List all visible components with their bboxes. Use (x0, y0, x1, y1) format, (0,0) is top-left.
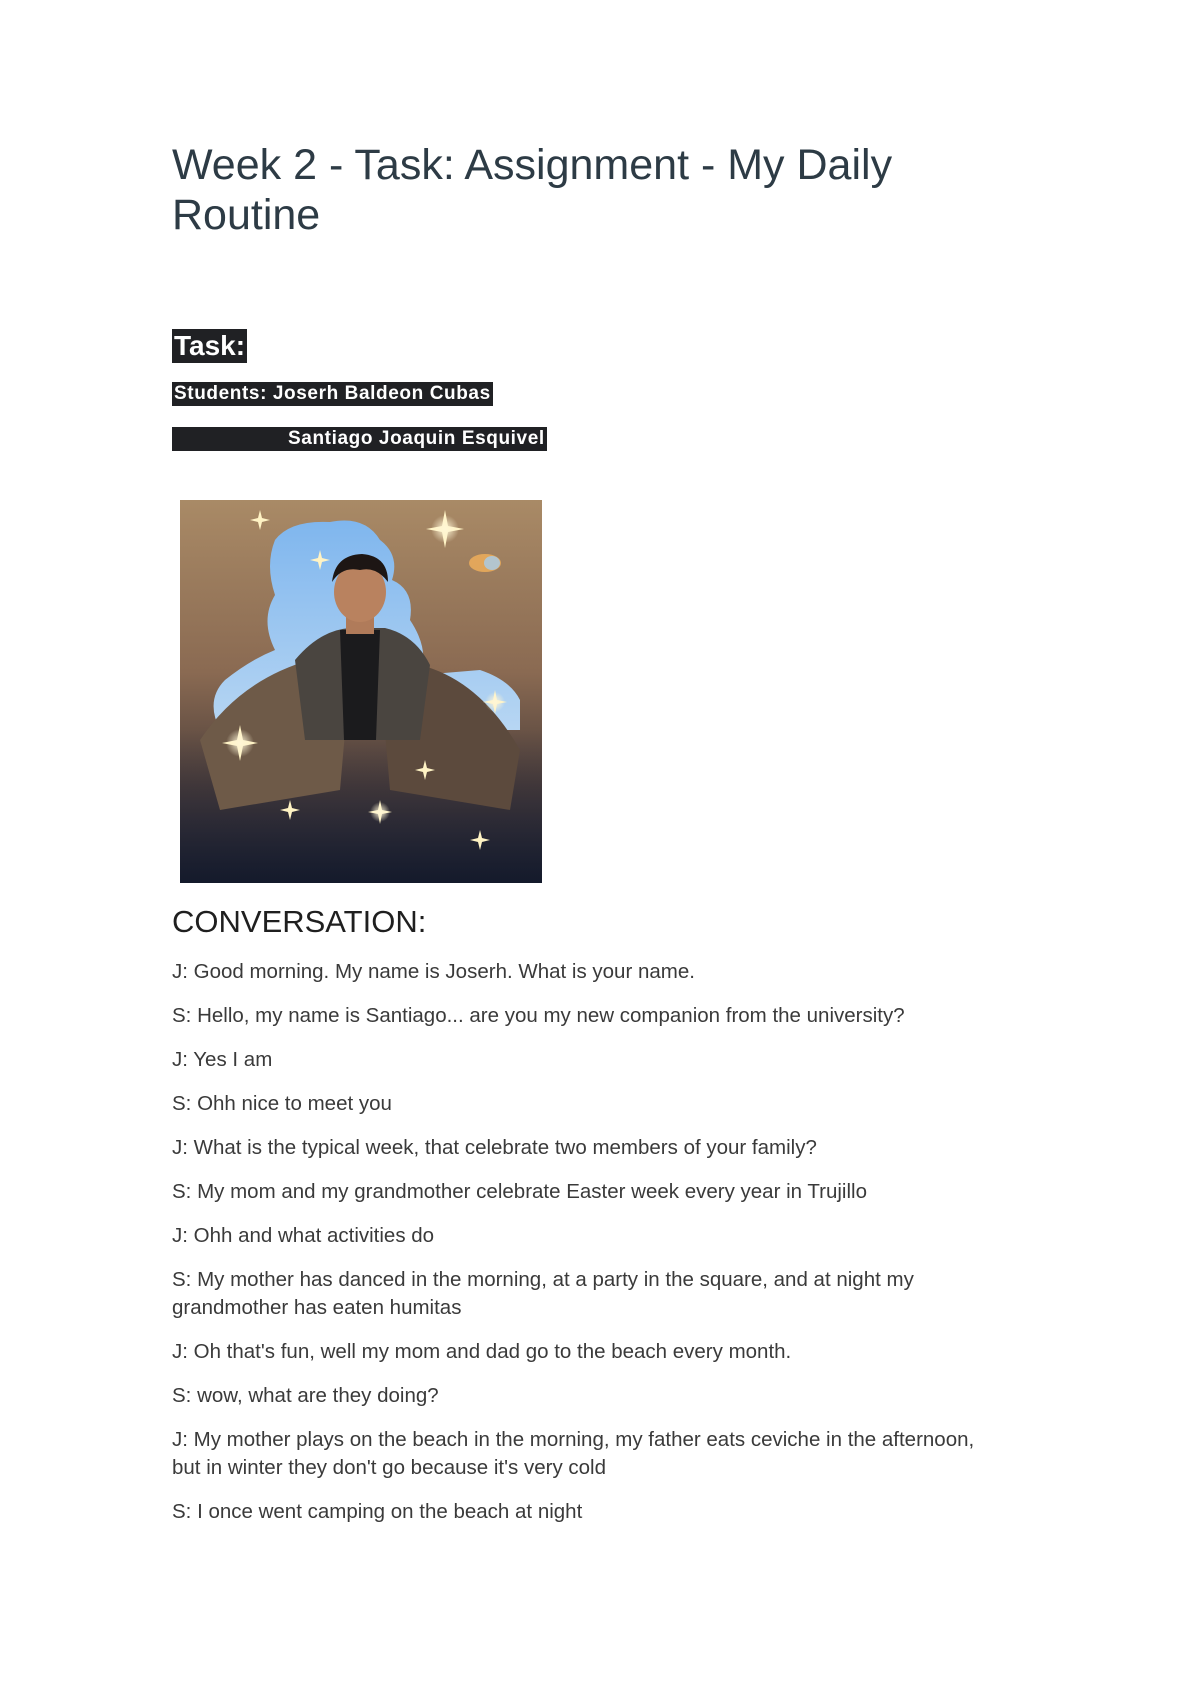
conversation-line: J: Oh that's fun, well my mom and dad go to the beach every month. (172, 1340, 792, 1363)
conversation-line: J: Yes I am (172, 1048, 273, 1071)
student-second (172, 427, 547, 451)
conversation-line: S: I once went camping on the beach at night (172, 1500, 583, 1523)
conversation-line: S: Hello, my name is Santiago... are you my new companion from the university? (172, 1004, 905, 1027)
conversation-line: S: Ohh nice to meet you (172, 1092, 392, 1115)
student-second-text: Santiago Joaquin Esquivel (288, 428, 545, 449)
conversation-lines (172, 958, 1002, 1542)
conversation-line: S: My mom and my grandmother celebrate Easter week every year in Trujillo (172, 1180, 867, 1203)
conversation-line: J: What is the typical week, that celebrate two members of your family? (172, 1136, 817, 1159)
task-label (172, 329, 247, 363)
conversation-line: J: My mother plays on the beach in the morning, my father eats ceviche in the afternoon, but in winter they don't go because it's very cold (172, 1428, 975, 1479)
students-line-text: Students: Joserh Baldeon Cubas (174, 383, 491, 404)
student-photo (180, 500, 542, 883)
conversation-line: S: My mother has danced in the morning, at a party in the square, and at night my grandmother has eaten humitas (172, 1268, 914, 1319)
students-line (172, 382, 493, 406)
conversation-heading: CONVERSATION: (172, 904, 427, 939)
page-title: Week 2 - Task: Assignment - My Daily Routine (172, 141, 893, 239)
conversation-line: S: wow, what are they doing? (172, 1384, 439, 1407)
conversation-line: J: Good morning. My name is Joserh. What is your name. (172, 960, 695, 983)
photo-illustration (180, 500, 542, 883)
conversation-line: J: Ohh and what activities do (172, 1224, 435, 1247)
task-label-text: Task: (174, 330, 246, 361)
